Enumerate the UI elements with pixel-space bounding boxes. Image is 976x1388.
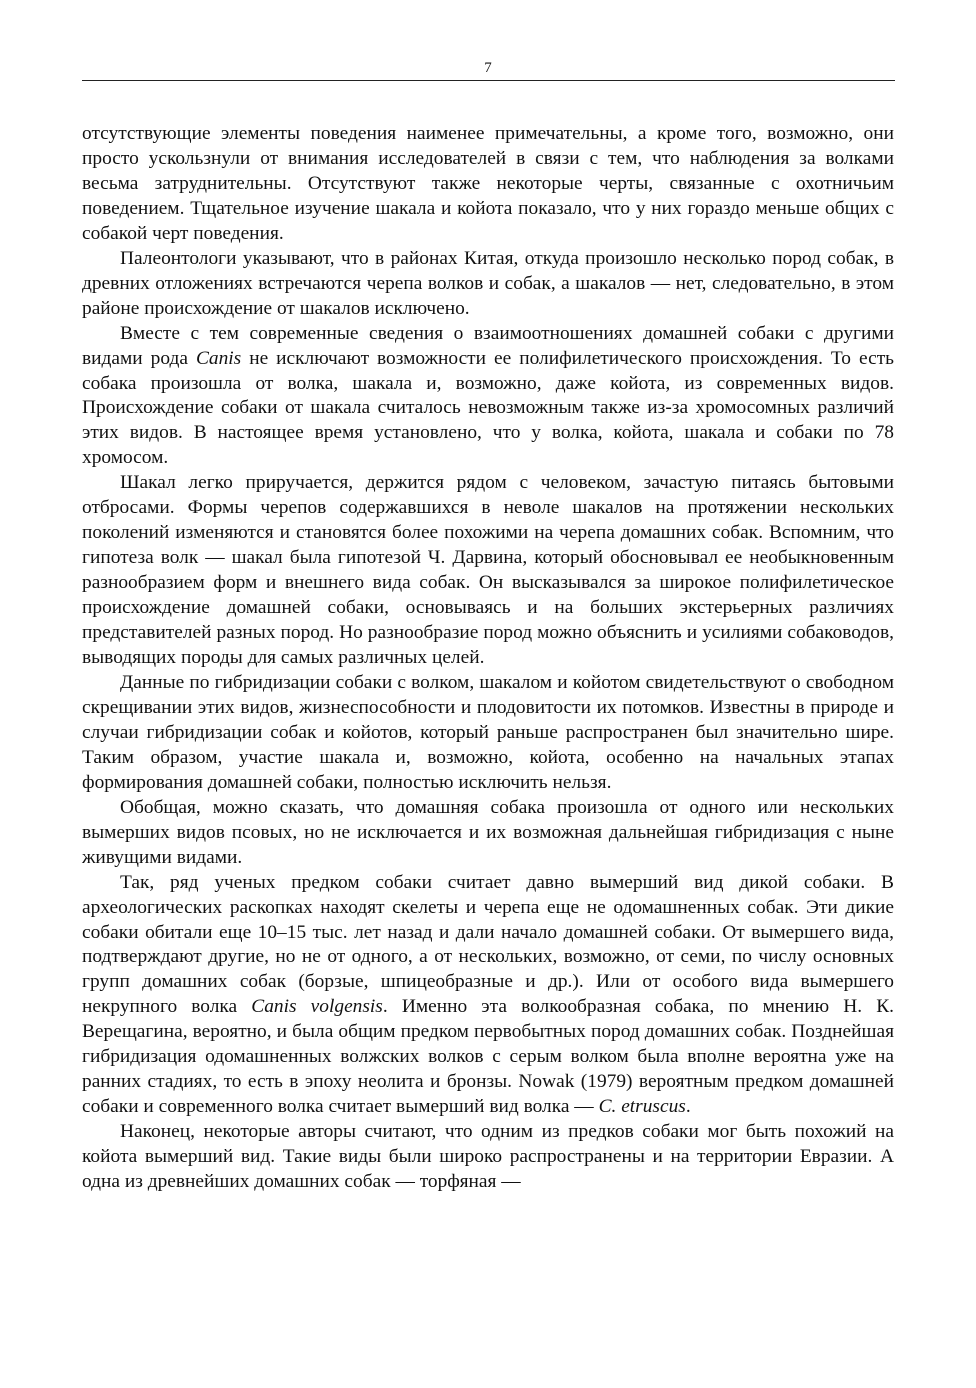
paragraph-text: Вместе с тем современные сведения о взаимоотношениях домашней собаки с другими видами рода [82, 322, 894, 369]
paragraph-text: отсутствующие элементы поведения наименее примечательны, а кроме того, возможно, они просто ускользнули от внимания исследователей в связи с тем, что наблюдения за волками весьма затруднительны. Отсутствуют также некоторые черты, связанные с охотничьим поведением. Тщательное изучение шакала и койота показало, что у них гораздо меньше общих с собакой черт поведения. [82, 123, 894, 244]
paragraph [82, 322, 894, 472]
paragraph [82, 247, 894, 322]
paragraph-text: . [685, 1096, 691, 1118]
paragraph-text: Наконец, некоторые авторы считают, что одним из предков собаки мог быть похожий на койота вымерший вид. Такие виды были широко распространены и на территории Евразии. А одна из древнейших домашних собак — торфяная — [82, 1121, 894, 1193]
paragraph [82, 871, 894, 1121]
paragraph [82, 671, 894, 796]
page-number: 7 [484, 60, 492, 76]
italic-term: Canis [195, 347, 242, 369]
paragraph [82, 796, 894, 871]
italic-term: C. etruscus [598, 1096, 686, 1118]
paragraph-text: Обобщая, можно сказать, что домашняя собака произошла от одного или нескольких вымерших видов псовых, но не исключается и их возможная дальнейшая гибридизация с ныне живущими видами. [82, 796, 894, 868]
paragraph-text: Палеонтологи указывают, что в районах Китая, откуда произошло несколько пород собак, в древних отложениях встречаются черепа волков и собак, а шакалов — нет, следовательно, в этом районе происхождение от шакалов исключено. [82, 247, 894, 319]
italic-term: Canis volgensis [251, 996, 383, 1018]
paragraph [82, 1120, 894, 1195]
body-text [82, 122, 894, 1195]
paragraph [82, 471, 894, 671]
paragraph [82, 122, 894, 247]
paragraph-text: Данные по гибридизации собаки с волком, шакалом и койотом свидетельствуют о свободном скрещивании этих видов, жизнеспособности и плодовитости их потомков. Известны в природе и случаи гибридизации собак и койотов, который раньше распространен был значительно шире. Таким образом, участие шакала и, возможно, койота, особенно на начальных этапах формирования домашней собаки, полностью исключить нельзя. [82, 671, 894, 793]
paragraph-text: . Именно эта волкообразная собака, по мнению Н. К. Верещагина, вероятно, и была общим предком первобытных пород домашних собак. Позднейшая гибридизация одомашненных волжских волков с серым волком была вполне вероятна уже на ранних стадиях, то есть в эпоху неолита и бронзы. Nowak (1979) вероятным предком домашней собаки и современного волка считает вымерший вид волка — [82, 996, 894, 1118]
paragraph-text: Так, ряд ученых предком собаки считает давно вымерший вид дикой собаки. В археологических раскопках находят скелеты и черепа еще не одомашненных собак. Эти дикие собаки обитали еще 10–15 тыс. лет назад и дали начало домашней собаки. От вымершего вида, подтверждают другие, но не от одного, а от нескольких, возможно, от семи, по числу основных групп домашних собак (борзые, шпицеобразные и др.). Или от особого вида вымершего некрупного волка [82, 871, 894, 1018]
paragraph-text: Шакал легко приручается, держится рядом с человеком, зачастую питаясь бытовыми отбросами. Формы черепов содержавшихся в неволе шакалов на протяжении нескольких поколений изменяются и становятся более похожими на черепа домашних собак. Вспомним, что гипотеза волк — шакал была гипотезой Ч. Дарвина, который обосновывал ее необыкновенным разнообразием форм и внешнего вида собак. Он высказывался за широкое полифилетическое происхождение домашней собаки, основываясь и на больших экстерьерных различиях представителей разных пород. Но разнообразие пород можно объяснить и усилиями собаководов, выводящих породы для самых различных целей. [82, 472, 894, 669]
paragraph-text: не исключают возможности ее полифилетического происхождения. То есть собака произошла от волка, шакала и, возможно, даже койота, из современных видов. Происхождение собаки от шакала считалось невозможным также из-за хромосомных различий этих видов. В настоящее время установлено, что у волка, койота, шакала и собаки по 78 хромосом. [82, 347, 895, 469]
header-rule [82, 80, 895, 81]
